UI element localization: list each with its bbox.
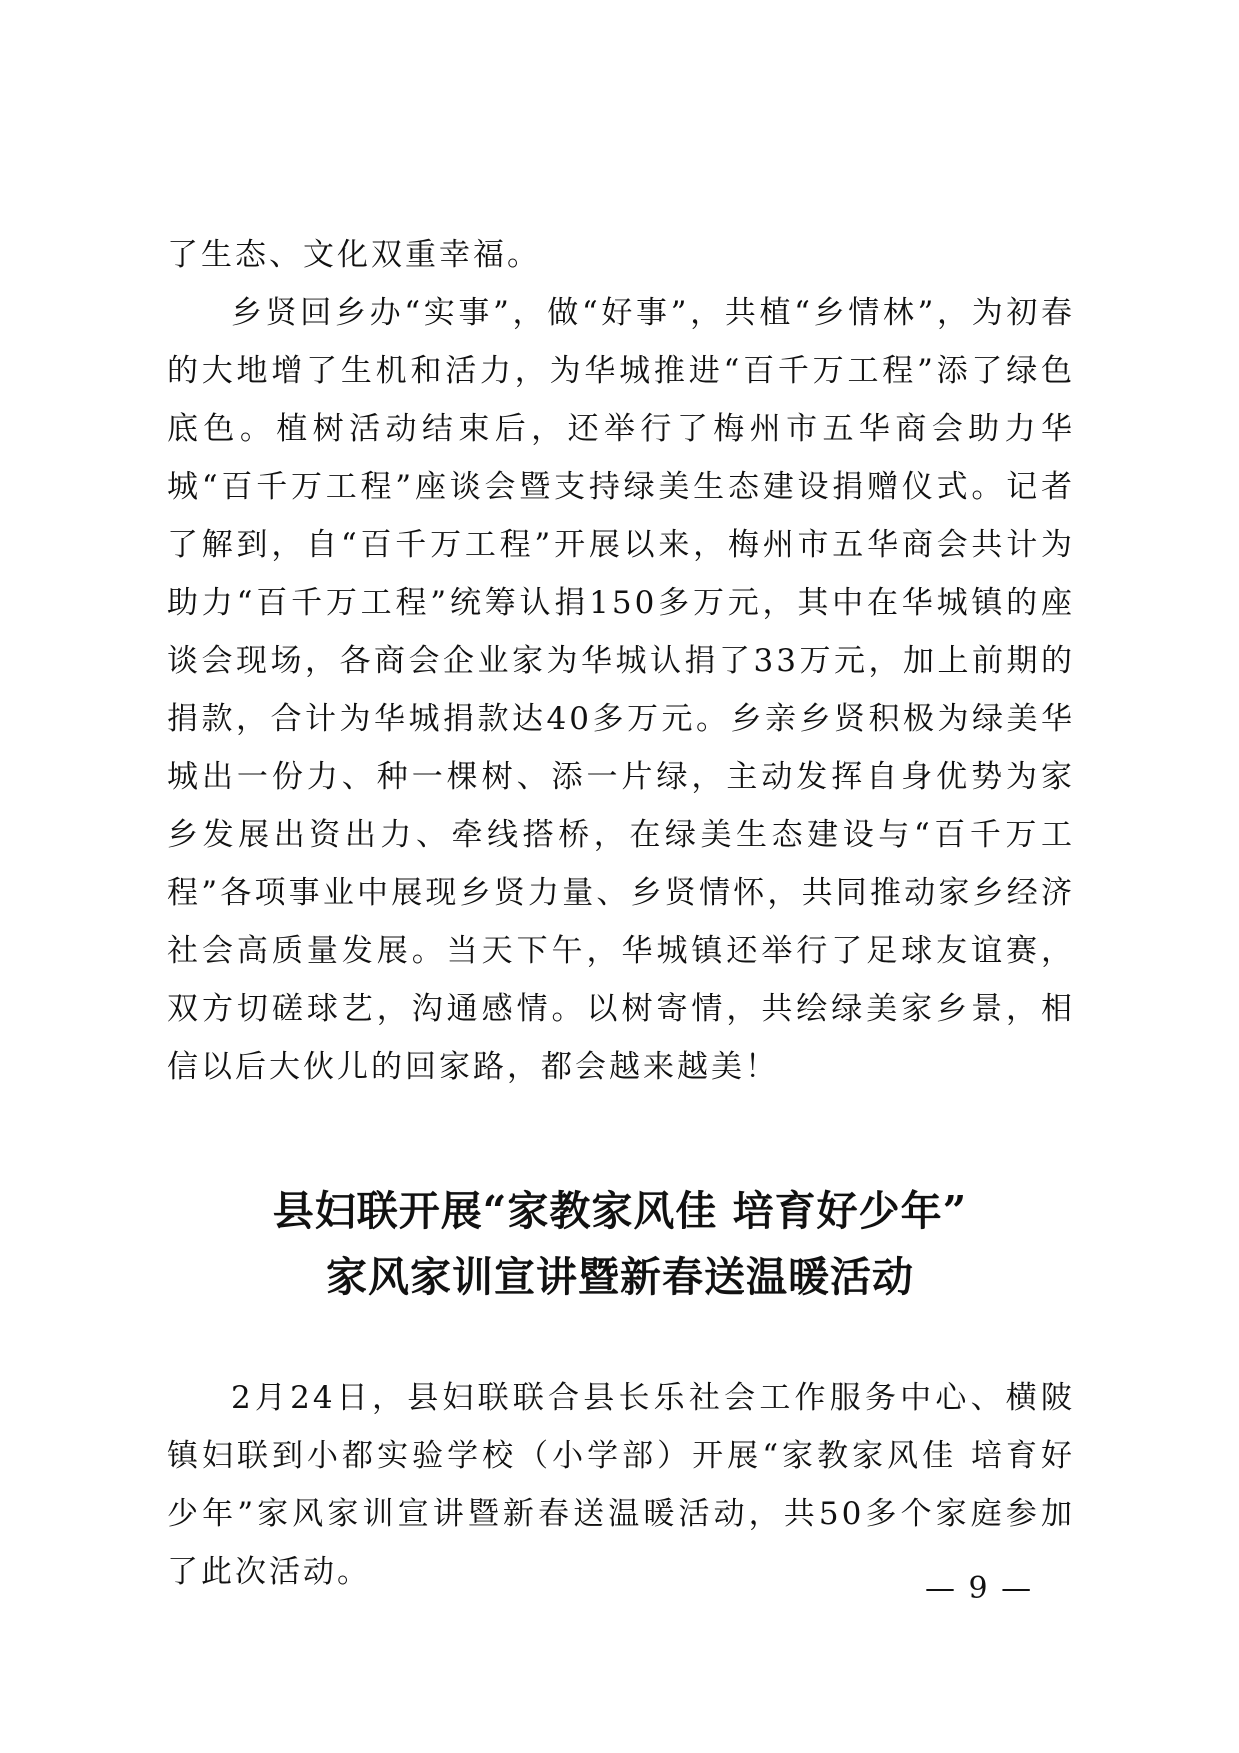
article-paragraph: 2月24日，县妇联联合县长乐社会工作服务中心、横陂镇妇联到小都实验学校（小学部）开展“家教家风佳 培育好少年”家风家训宣讲暨新春送温暖活动，共50多个家庭参加了此次活动。 [167,1380,1075,1590]
article-title-line-1: 县妇联开展“家教家风佳 培育好少年” [272,1187,968,1235]
article-title-line-2: 家风家训宣讲暨新春送温暖活动 [326,1253,914,1301]
article-paragraph: 乡贤回乡办“实事”，做“好事”，共植“乡情林”，为初春的大地增了生机和活力，为华城推进“百千万工程”添了绿色底色。植树活动结束后，还举行了梅州市五华商会助力华城“百千万工程”座谈会暨支持绿美生态建设捐赠仪式。记者了解到，自“百千万工程”开展以来，梅州市五华商会共计为助力“百千万工程”统筹认捐150多万元，其中在华城镇的座谈会现场，各商会企业家为华城认捐了33万元，加上前期的捐款，合计为华城捐款达40多万元。乡亲乡贤积极为绿美华城出一份力、种一棵树、添一片绿，主动发挥自身优势为家乡发展出资出力、牵线搭桥，在绿美生态建设与“百千万工程”各项事业中展现乡贤力量、乡贤情怀，共同推动家乡经济社会高质量发展。当天下午，华城镇还举行了足球友谊赛，双方切磋球艺，沟通感情。以树寄情，共绘绿美家乡景，相信以后大伙儿的回家路，都会越来越美！ [167,295,1075,1085]
article-paragraph-continued: 了生态、文化双重幸福。 [167,237,541,273]
page-number: — 9 — [925,1571,1034,1606]
